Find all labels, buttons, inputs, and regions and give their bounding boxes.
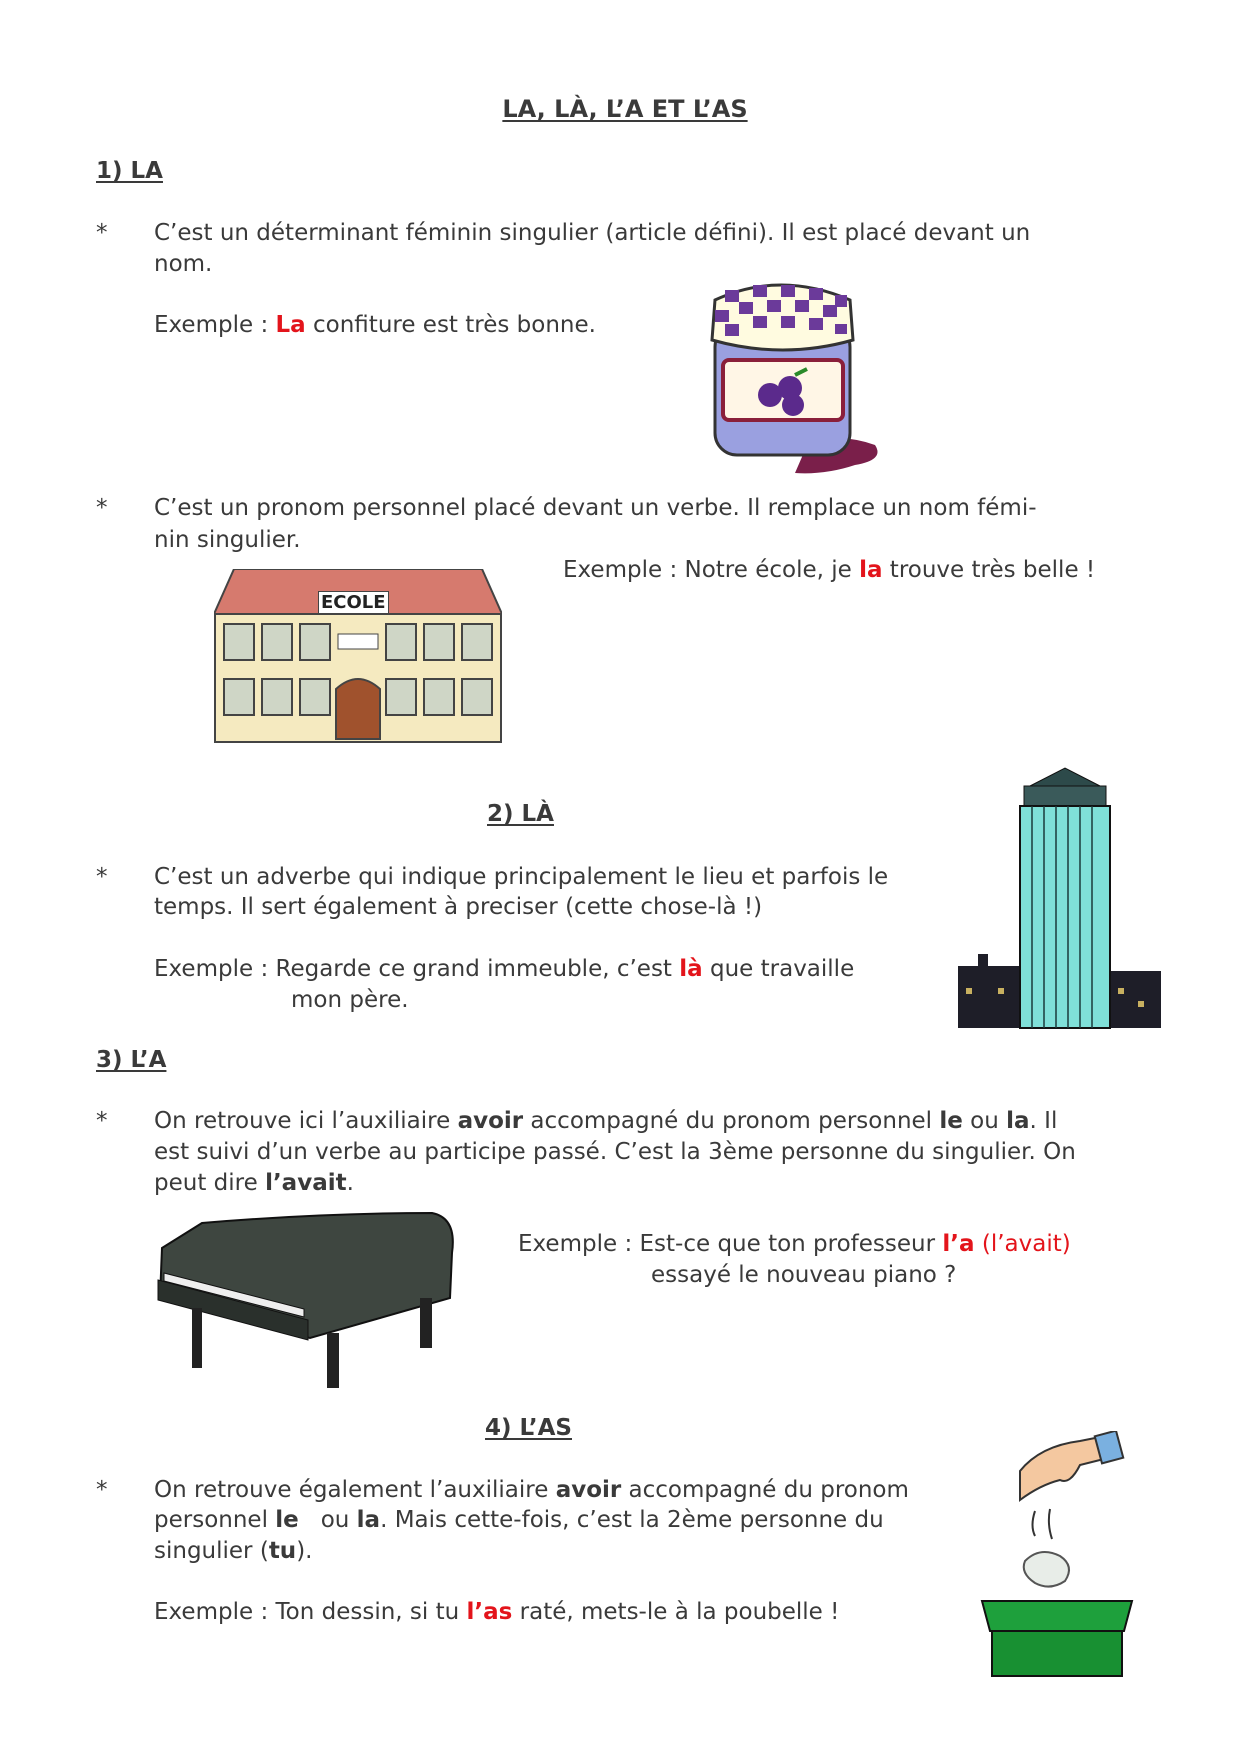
trash-bin-image — [980, 1431, 1135, 1681]
example-continuation: mon père. — [291, 987, 409, 1013]
example-suffix: trouve très belle ! — [882, 557, 1096, 583]
example-2 — [563, 555, 1095, 585]
bold-word: l’avait — [265, 1170, 347, 1196]
text: personnel — [154, 1507, 276, 1533]
bullet: * — [96, 1108, 108, 1134]
example-continuation: essayé le nouveau piano ? — [651, 1262, 957, 1288]
bullet: * — [96, 864, 108, 890]
section-heading-la-accent: 2) LÀ — [487, 801, 554, 827]
text-line: nom. — [154, 251, 213, 277]
example-3 — [154, 954, 854, 984]
school-image — [214, 569, 502, 744]
example-suffix: confiture est très bonne. — [305, 312, 596, 338]
text: accompagné du pronom personnel — [523, 1108, 940, 1134]
text: . Il — [1029, 1108, 1058, 1134]
example-paren: (l’avait) — [974, 1231, 1071, 1257]
text-line: temps. Il sert également à preciser (cette chose-là !) — [154, 894, 763, 920]
text: ou — [962, 1108, 1007, 1134]
jam-jar-image — [705, 280, 890, 475]
example-prefix: Exemple : Notre école, je — [563, 557, 860, 583]
example-prefix: Exemple : Ton dessin, si tu — [154, 1599, 467, 1625]
example-highlight: l’a — [942, 1231, 975, 1257]
text: accompagné du pronom — [621, 1477, 909, 1503]
bold-word: avoir — [457, 1108, 524, 1134]
example-1 — [154, 310, 596, 340]
bold-word: le — [939, 1108, 963, 1134]
section-heading-l-a: 3) L’A — [96, 1047, 167, 1073]
text-line: C’est un adverbe qui indique principalement le lieu et parfois le — [154, 864, 889, 890]
example-highlight: la — [859, 557, 883, 583]
skyscraper-image — [958, 766, 1161, 1031]
text-line — [154, 1475, 909, 1505]
text-line — [154, 1505, 884, 1535]
school-sign: ECOLE — [318, 591, 389, 614]
piano-image — [152, 1208, 454, 1388]
bold-word: la — [1006, 1108, 1030, 1134]
bullet: * — [96, 495, 108, 521]
text-line: nin singulier. — [154, 527, 301, 553]
page-title: LA, LÀ, L’A ET L’AS — [502, 95, 748, 123]
text: singulier ( — [154, 1538, 269, 1564]
bold-word: avoir — [555, 1477, 622, 1503]
example-prefix: Exemple : — [154, 312, 276, 338]
example-5 — [154, 1597, 839, 1627]
example-suffix: que travaille — [702, 956, 855, 982]
bullet: * — [96, 1477, 108, 1503]
text-line: C’est un pronom personnel placé devant un verbe. Il remplace un nom fémi- — [154, 495, 1037, 521]
bold-word: le — [275, 1507, 299, 1533]
text: On retrouve également l’auxiliaire — [154, 1477, 556, 1503]
section-heading-l-as: 4) L’AS — [485, 1415, 572, 1441]
text-line — [154, 1536, 312, 1566]
text: . Mais cette-fois, c’est la 2ème personne du — [380, 1507, 884, 1533]
bullet: * — [96, 220, 108, 246]
text: . — [346, 1170, 354, 1196]
example-highlight: La — [275, 312, 306, 338]
section-heading-la: 1) LA — [96, 158, 163, 184]
example-prefix: Exemple : Regarde ce grand immeuble, c’est — [154, 956, 680, 982]
text-line: est suivi d’un verbe au participe passé. C’est la 3ème personne du singulier. On — [154, 1139, 1076, 1165]
bold-word: la — [356, 1507, 381, 1533]
example-highlight: l’as — [466, 1599, 513, 1625]
text: ou — [298, 1507, 357, 1533]
text-line: C’est un déterminant féminin singulier (article défini). Il est placé devant un — [154, 220, 1031, 246]
bold-word: tu — [268, 1538, 297, 1564]
example-4 — [518, 1229, 1071, 1259]
example-prefix: Exemple : Est-ce que ton professeur — [518, 1231, 943, 1257]
text: ). — [296, 1538, 313, 1564]
text: peut dire — [154, 1170, 266, 1196]
example-highlight: là — [679, 956, 703, 982]
text-line — [154, 1106, 1057, 1136]
text: On retrouve ici l’auxiliaire — [154, 1108, 458, 1134]
text-line — [154, 1168, 354, 1198]
example-suffix: raté, mets-le à la poubelle ! — [512, 1599, 840, 1625]
